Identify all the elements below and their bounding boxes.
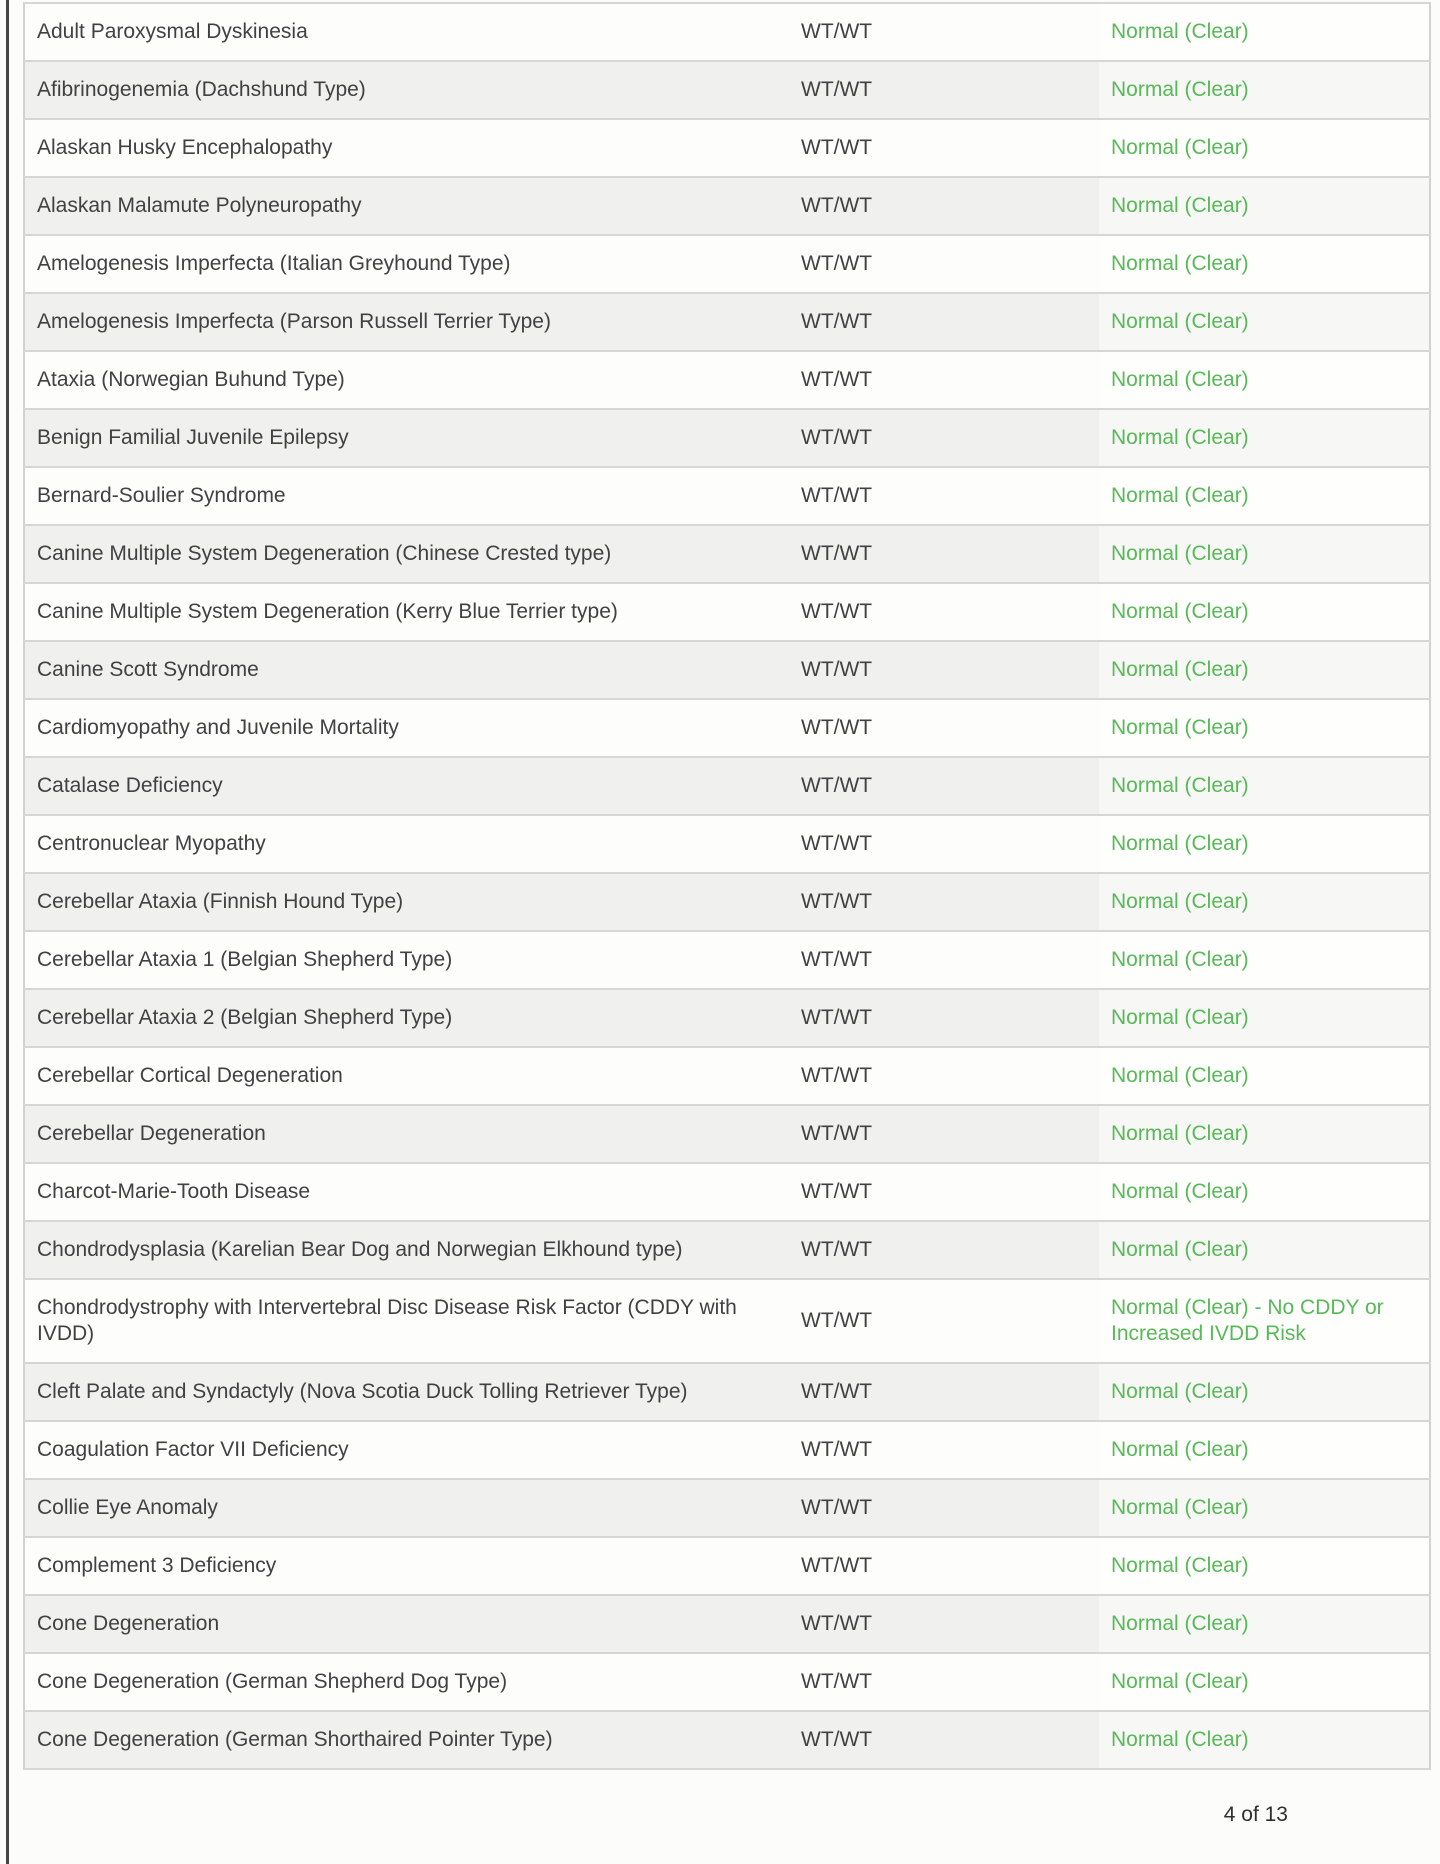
- page-indicator: 4 of 13: [1223, 1803, 1288, 1826]
- condition-cell: Chondrodysplasia (Karelian Bear Dog and Norwegian Elkhound type): [37, 1238, 683, 1261]
- genotype-cell: WT/WT: [801, 1180, 873, 1203]
- condition-cell: Collie Eye Anomaly: [37, 1496, 218, 1519]
- genotype-cell: WT/WT: [801, 1122, 873, 1145]
- result-cell: Normal (Clear): [1099, 699, 1430, 757]
- result-cell: Normal (Clear): [1099, 757, 1430, 815]
- genotype-cell: WT/WT: [801, 890, 873, 913]
- condition-cell: Adult Paroxysmal Dyskinesia: [37, 20, 308, 43]
- table-row: [24, 1163, 1430, 1221]
- condition-cell: Alaskan Husky Encephalopathy: [37, 136, 333, 159]
- table-row: [24, 583, 1430, 641]
- result-cell: Normal (Clear): [1099, 525, 1430, 583]
- condition-cell: Afibrinogenemia (Dachshund Type): [37, 78, 366, 101]
- genotype-cell: WT/WT: [801, 716, 873, 739]
- table-row: [24, 873, 1430, 931]
- table-row: [24, 3, 1430, 61]
- table-row: [24, 931, 1430, 989]
- condition-cell: Canine Scott Syndrome: [37, 658, 259, 681]
- genotype-cell: WT/WT: [801, 78, 873, 101]
- condition-cell: Cleft Palate and Syndactyly (Nova Scotia Duck Tolling Retriever Type): [37, 1380, 688, 1403]
- condition-cell: Cerebellar Cortical Degeneration: [37, 1064, 343, 1087]
- condition-cell: Amelogenesis Imperfecta (Parson Russell Terrier Type): [37, 310, 551, 333]
- genotype-cell: WT/WT: [801, 1309, 873, 1332]
- condition-cell: Canine Multiple System Degeneration (Kerry Blue Terrier type): [37, 600, 618, 623]
- result-cell: Normal (Clear): [1099, 1105, 1430, 1163]
- result-cell: Normal (Clear): [1099, 3, 1430, 61]
- table-row: [24, 1363, 1430, 1421]
- condition-cell: Canine Multiple System Degeneration (Chinese Crested type): [37, 542, 612, 565]
- genotype-cell: WT/WT: [801, 310, 873, 333]
- page-edge-line: [6, 0, 9, 1864]
- genotype-cell: WT/WT: [801, 1612, 873, 1635]
- table-row: [24, 815, 1430, 873]
- results-table-body: [24, 3, 1430, 1769]
- condition-cell: Coagulation Factor VII Deficiency: [37, 1438, 349, 1461]
- result-cell: Normal (Clear) - No CDDY or Increased IVDD Risk: [1099, 1279, 1430, 1363]
- table-row: [24, 1653, 1430, 1711]
- result-cell: Normal (Clear): [1099, 1047, 1430, 1105]
- table-row: [24, 1595, 1430, 1653]
- genotype-cell: WT/WT: [801, 368, 873, 391]
- condition-cell: Cardiomyopathy and Juvenile Mortality: [37, 716, 399, 739]
- result-cell: Normal (Clear): [1099, 641, 1430, 699]
- table-row: [24, 1047, 1430, 1105]
- result-cell: Normal (Clear): [1099, 1363, 1430, 1421]
- table-row: [24, 119, 1430, 177]
- genotype-cell: WT/WT: [801, 20, 873, 43]
- table-row: [24, 293, 1430, 351]
- condition-cell: Cone Degeneration (German Shorthaired Pointer Type): [37, 1728, 553, 1751]
- result-cell: Normal (Clear): [1099, 1595, 1430, 1653]
- condition-cell: Cone Degeneration: [37, 1612, 220, 1635]
- result-cell: Normal (Clear): [1099, 1221, 1430, 1279]
- table-row: [24, 641, 1430, 699]
- condition-cell: Charcot-Marie-Tooth Disease: [37, 1180, 311, 1203]
- result-cell: Normal (Clear): [1099, 1653, 1430, 1711]
- result-cell: Normal (Clear): [1099, 177, 1430, 235]
- table-row: [24, 699, 1430, 757]
- genotype-cell: WT/WT: [801, 948, 873, 971]
- table-row: [24, 1421, 1430, 1479]
- table-row: [24, 989, 1430, 1047]
- condition-cell: Cerebellar Ataxia 1 (Belgian Shepherd Type): [37, 948, 453, 971]
- genotype-cell: WT/WT: [801, 658, 873, 681]
- condition-cell: Alaskan Malamute Polyneuropathy: [37, 194, 362, 217]
- result-cell: Normal (Clear): [1099, 1537, 1430, 1595]
- condition-cell: Amelogenesis Imperfecta (Italian Greyhound Type): [37, 252, 511, 275]
- result-cell: Normal (Clear): [1099, 1421, 1430, 1479]
- table-row: [24, 235, 1430, 293]
- genotype-cell: WT/WT: [801, 1064, 873, 1087]
- result-cell: Normal (Clear): [1099, 351, 1430, 409]
- condition-cell: Ataxia (Norwegian Buhund Type): [37, 368, 345, 391]
- result-cell: Normal (Clear): [1099, 1711, 1430, 1769]
- result-cell: Normal (Clear): [1099, 1163, 1430, 1221]
- result-cell: Normal (Clear): [1099, 119, 1430, 177]
- genotype-cell: WT/WT: [801, 1006, 873, 1029]
- table-row: [24, 1279, 1430, 1363]
- result-cell: Normal (Clear): [1099, 235, 1430, 293]
- result-cell: Normal (Clear): [1099, 1479, 1430, 1537]
- genotype-cell: WT/WT: [801, 194, 873, 217]
- condition-cell: Bernard-Soulier Syndrome: [37, 484, 286, 507]
- genotype-cell: WT/WT: [801, 1554, 873, 1577]
- result-cell: Normal (Clear): [1099, 467, 1430, 525]
- condition-cell: Chondrodystrophy with Intervertebral Disc Disease Risk Factor (CDDY with IVDD): [37, 1296, 737, 1345]
- genotype-cell: WT/WT: [801, 484, 873, 507]
- condition-cell: Centronuclear Myopathy: [37, 832, 266, 855]
- result-cell: Normal (Clear): [1099, 873, 1430, 931]
- table-row: [24, 467, 1430, 525]
- table-row: [24, 1105, 1430, 1163]
- table-row: [24, 61, 1430, 119]
- table-row: [24, 757, 1430, 815]
- condition-cell: Benign Familial Juvenile Epilepsy: [37, 426, 349, 449]
- table-row: [24, 351, 1430, 409]
- genetic-results-table: [23, 2, 1431, 1770]
- condition-cell: Cerebellar Ataxia 2 (Belgian Shepherd Type): [37, 1006, 453, 1029]
- genotype-cell: WT/WT: [801, 1496, 873, 1519]
- condition-cell: Cerebellar Degeneration: [37, 1122, 266, 1145]
- genotype-cell: WT/WT: [801, 136, 873, 159]
- table-row: [24, 1711, 1430, 1769]
- result-cell: Normal (Clear): [1099, 815, 1430, 873]
- genotype-cell: WT/WT: [801, 542, 873, 565]
- genotype-cell: WT/WT: [801, 426, 873, 449]
- table-row: [24, 1479, 1430, 1537]
- table-row: [24, 525, 1430, 583]
- genotype-cell: WT/WT: [801, 1728, 873, 1751]
- result-cell: Normal (Clear): [1099, 409, 1430, 467]
- genotype-cell: WT/WT: [801, 1380, 873, 1403]
- table-row: [24, 1537, 1430, 1595]
- genotype-cell: WT/WT: [801, 600, 873, 623]
- condition-cell: Complement 3 Deficiency: [37, 1554, 277, 1577]
- result-cell: Normal (Clear): [1099, 61, 1430, 119]
- condition-cell: Cone Degeneration (German Shepherd Dog Type): [37, 1670, 508, 1693]
- table-row: [24, 177, 1430, 235]
- genotype-cell: WT/WT: [801, 1670, 873, 1693]
- table-row: [24, 1221, 1430, 1279]
- result-cell: Normal (Clear): [1099, 989, 1430, 1047]
- genotype-cell: WT/WT: [801, 832, 873, 855]
- table-row: [24, 409, 1430, 467]
- condition-cell: Cerebellar Ataxia (Finnish Hound Type): [37, 890, 404, 913]
- result-cell: Normal (Clear): [1099, 293, 1430, 351]
- genotype-cell: WT/WT: [801, 1438, 873, 1461]
- genotype-cell: WT/WT: [801, 774, 873, 797]
- result-cell: Normal (Clear): [1099, 583, 1430, 641]
- result-cell: Normal (Clear): [1099, 931, 1430, 989]
- genotype-cell: WT/WT: [801, 1238, 873, 1261]
- condition-cell: Catalase Deficiency: [37, 774, 223, 797]
- genotype-cell: WT/WT: [801, 252, 873, 275]
